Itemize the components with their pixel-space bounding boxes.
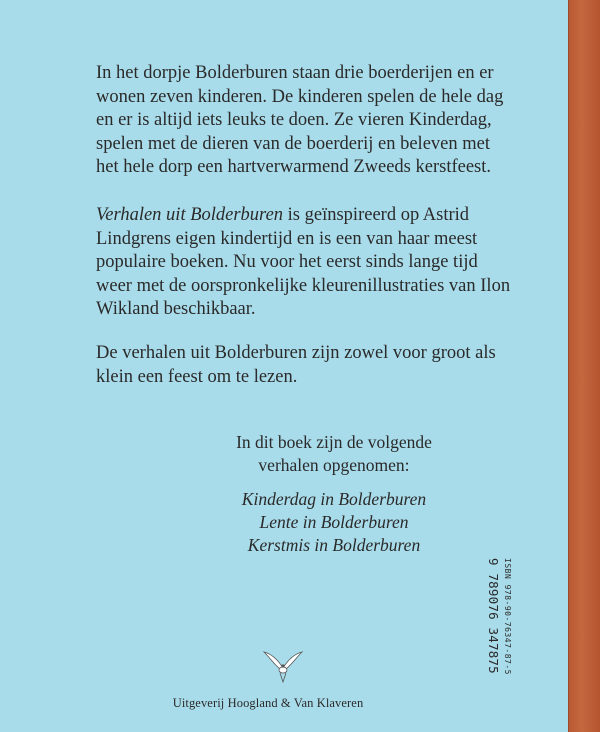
publisher-name: Uitgeverij Hoogland & Van Klaveren xyxy=(172,696,364,710)
description-paragraph-1: In het dorpje Bolderburen staan drie boerderijen en er wonen zeven kinderen. De kinderen spelen de hele dag en er is altijd iets leuks te doen. Ze vieren Kinderdag, spelen met de dieren van de boerderij en beleven met het hele dorp een hartverwarmend Zweeds kerstfeest. xyxy=(96,63,504,177)
bird-icon xyxy=(258,638,308,688)
description-paragraph-2 xyxy=(96,204,516,322)
description-paragraph-2-text: is geïnspireerd op Astrid Lindgrens eigen kindertijd en is een van haar meest populaire boeken. Nu voor het eerst sinds lange tijd weer met de oorspronkelijke kleurenillustraties van Ilon Wikland beschikbaar. xyxy=(96,205,511,319)
ean-number: 9 789076 347875 xyxy=(486,558,501,674)
description-paragraph-3: De verhalen uit Bolderburen zijn zowel voor groot als klein een feest om te lezen. xyxy=(96,343,496,387)
isbn-number: ISBN 978-90-76347-87-5 xyxy=(503,558,512,675)
book-title-italic: Verhalen uit Bolderburen xyxy=(96,205,284,225)
contents-intro xyxy=(100,431,568,477)
story-list xyxy=(100,488,568,557)
contents-intro-line-2: verhalen opgenomen: xyxy=(258,455,410,475)
story-title-3: Kerstmis in Bolderburen xyxy=(247,535,421,555)
story-title-1: Kinderdag in Bolderburen xyxy=(241,489,427,509)
isbn-barcode xyxy=(472,558,512,678)
book-spine xyxy=(568,0,600,732)
story-title-2: Lente in Bolderburen xyxy=(259,512,409,532)
contents-intro-line-1: In dit boek zijn de volgende xyxy=(236,432,432,452)
